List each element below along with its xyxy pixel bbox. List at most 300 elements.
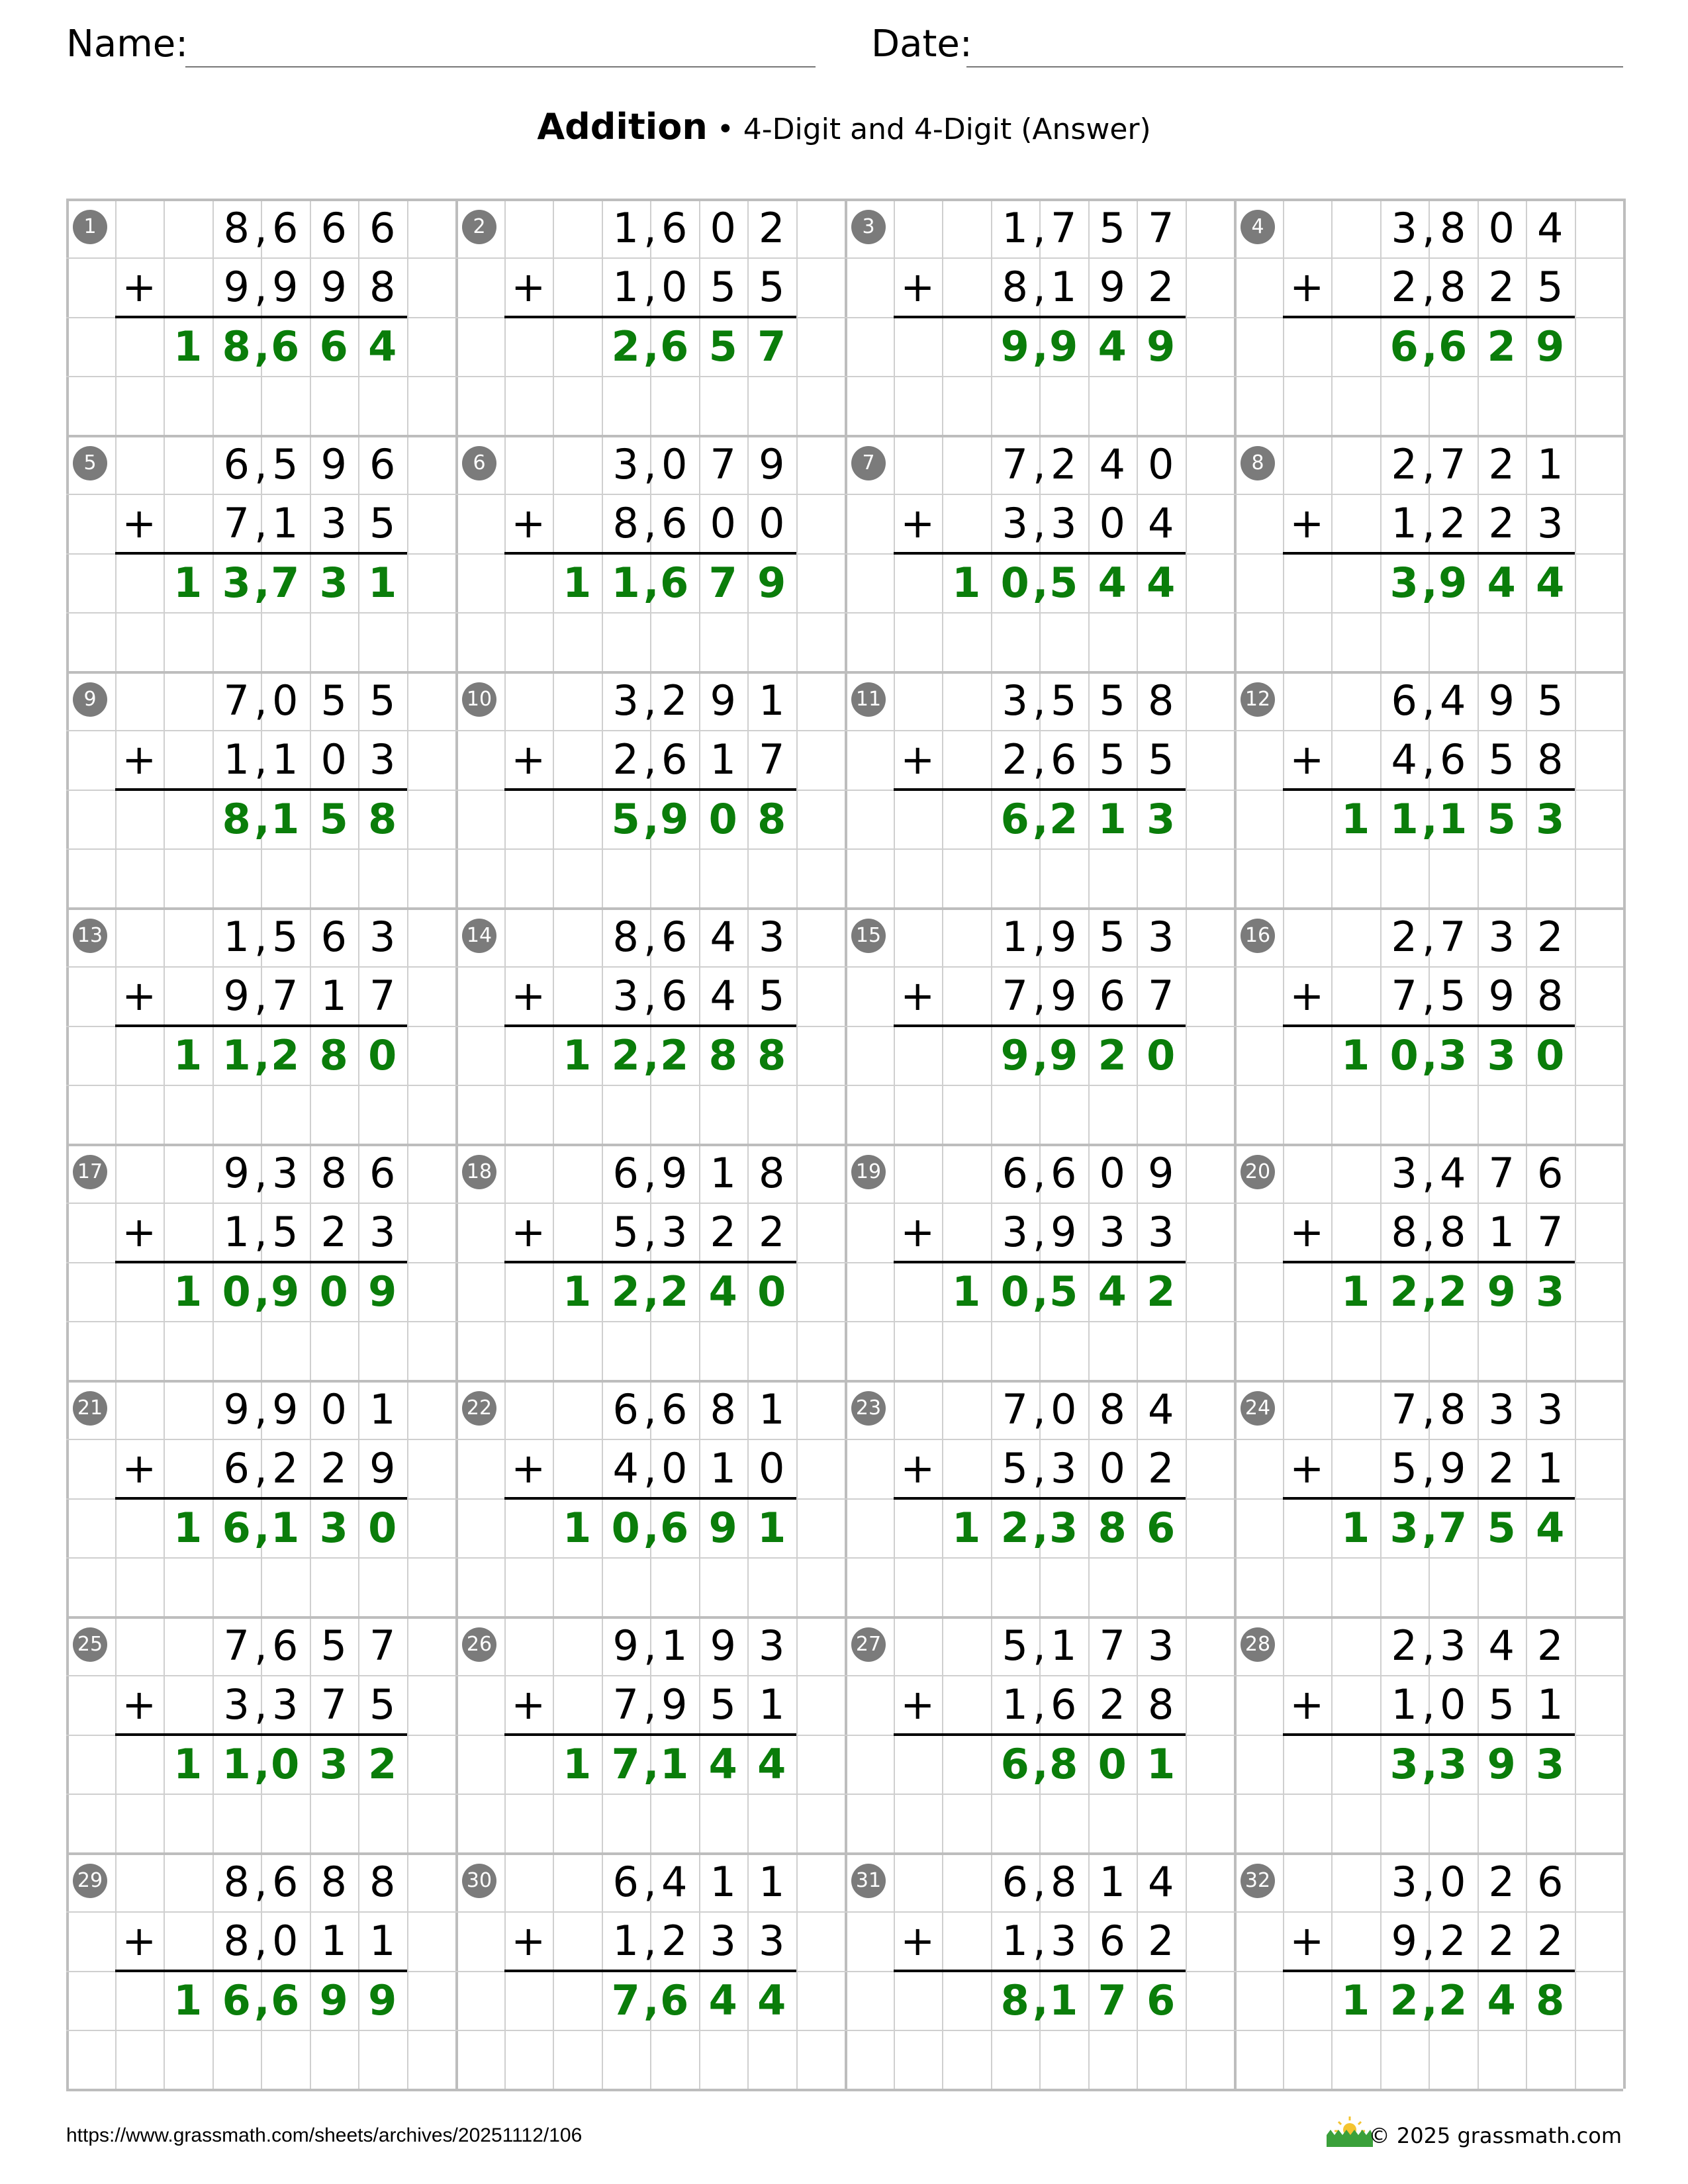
addend-bottom-digit: 2 xyxy=(1440,499,1466,548)
addend-bottom-digit: 6 xyxy=(1051,735,1077,784)
answer-digit: 6 xyxy=(660,558,689,607)
problem-8 xyxy=(1234,435,1623,671)
answer-digit: 5 xyxy=(1487,1503,1516,1552)
plus-sign: + xyxy=(900,972,935,1021)
addend-bottom-comma: , xyxy=(1033,1208,1046,1257)
addend-bottom-digit: 1 xyxy=(1488,1208,1515,1257)
problem-30 xyxy=(455,1852,845,2089)
problem-number-badge: 25 xyxy=(73,1627,107,1662)
answer-digit: 6 xyxy=(1389,322,1419,371)
answer-digit: 1 xyxy=(222,1030,251,1079)
answer-digit: 3 xyxy=(1147,794,1176,843)
addend-bottom-comma: , xyxy=(1033,263,1046,312)
addend-top-digit: 6 xyxy=(223,440,250,488)
answer-comma: , xyxy=(254,558,270,607)
answer-digit: 3 xyxy=(319,558,348,607)
addend-bottom-digit: 1 xyxy=(272,499,299,548)
answer-digit: 8 xyxy=(222,794,251,843)
answer-digit: 0 xyxy=(368,1503,397,1552)
addend-bottom-comma: , xyxy=(254,1917,267,1966)
addend-top-digit: 7 xyxy=(1488,1149,1515,1197)
addend-bottom-comma: , xyxy=(1422,972,1435,1021)
addend-bottom-digit: 3 xyxy=(1148,1208,1174,1257)
addend-top-digit: 3 xyxy=(759,1621,785,1670)
plus-sign: + xyxy=(900,1444,935,1493)
addend-bottom-digit: 8 xyxy=(223,1917,250,1966)
addend-top-comma: , xyxy=(1422,676,1435,725)
addend-bottom-digit: 9 xyxy=(369,1444,396,1493)
answer-digit: 0 xyxy=(611,1503,640,1552)
addend-bottom-comma: , xyxy=(643,735,657,784)
problem-7 xyxy=(845,435,1234,671)
addend-top-digit: 4 xyxy=(710,913,736,961)
answer-digit: 1 xyxy=(563,1030,592,1079)
answer-digit: 3 xyxy=(319,1503,348,1552)
addend-bottom-digit: 0 xyxy=(710,499,736,548)
answer-digit: 5 xyxy=(1049,1267,1078,1316)
plus-sign: + xyxy=(1289,972,1325,1021)
answer-digit: 4 xyxy=(1487,1976,1516,2025)
answer-digit: 4 xyxy=(368,322,397,371)
answer-digit: 1 xyxy=(1341,1267,1370,1316)
answer-digit: 0 xyxy=(1536,1030,1565,1079)
answer-digit: 3 xyxy=(1049,1503,1078,1552)
addend-bottom-digit: 7 xyxy=(320,1680,347,1729)
addend-top-digit: 6 xyxy=(612,1385,639,1433)
answer-digit: 2 xyxy=(660,1267,689,1316)
addend-top-comma: , xyxy=(1033,676,1046,725)
problem-number-badge: 29 xyxy=(73,1864,107,1898)
answer-digit: 8 xyxy=(708,1030,737,1079)
addend-bottom-digit: 3 xyxy=(272,1680,299,1729)
addend-bottom-digit: 8 xyxy=(1148,1680,1174,1729)
addend-bottom-comma: , xyxy=(1422,735,1435,784)
problem-21 xyxy=(66,1380,455,1616)
answer-digit: 6 xyxy=(222,1503,251,1552)
addend-bottom-digit: 1 xyxy=(759,1680,785,1729)
addend-bottom-comma: , xyxy=(643,1208,657,1257)
addend-bottom-digit: 2 xyxy=(1099,1680,1125,1729)
problem-number-badge: 31 xyxy=(851,1864,886,1898)
problem-number-badge: 13 xyxy=(73,919,107,953)
problem-10 xyxy=(455,671,845,907)
addend-bottom-digit: 9 xyxy=(223,263,250,312)
addend-bottom-digit: 5 xyxy=(1488,1680,1515,1729)
addend-bottom-digit: 1 xyxy=(710,735,736,784)
addend-top-digit: 4 xyxy=(1440,1149,1466,1197)
problem-15 xyxy=(845,907,1234,1144)
addend-bottom-digit: 1 xyxy=(710,1444,736,1493)
answer-digit: 1 xyxy=(1341,794,1370,843)
problem-number-badge: 2 xyxy=(462,210,496,244)
answer-comma: , xyxy=(1033,558,1049,607)
plus-sign: + xyxy=(1289,1208,1325,1257)
sum-line xyxy=(115,1024,407,1027)
answer-digit: 3 xyxy=(1438,1030,1468,1079)
addend-bottom-comma: , xyxy=(254,499,267,548)
plus-sign: + xyxy=(122,1917,157,1966)
answer-digit: 2 xyxy=(1000,1503,1029,1552)
addend-bottom-digit: 5 xyxy=(272,1208,299,1257)
plus-sign: + xyxy=(122,263,157,312)
addend-bottom-digit: 0 xyxy=(1099,499,1125,548)
answer-digit: 1 xyxy=(222,1739,251,1788)
answer-digit: 4 xyxy=(1098,558,1127,607)
answer-digit: 9 xyxy=(271,1267,300,1316)
sum-line xyxy=(1283,1970,1575,1972)
problem-number-badge: 8 xyxy=(1241,446,1275,480)
plus-sign: + xyxy=(1289,1444,1325,1493)
addend-top-digit: 6 xyxy=(272,1621,299,1670)
addend-top-digit: 0 xyxy=(661,440,688,488)
sum-line xyxy=(894,1970,1186,1972)
problem-number-badge: 9 xyxy=(73,682,107,717)
addend-bottom-digit: 1 xyxy=(1537,1680,1564,1729)
addend-bottom-digit: 7 xyxy=(272,972,299,1021)
sum-line xyxy=(894,1024,1186,1027)
addend-top-digit: 3 xyxy=(1488,1385,1515,1433)
problem-2 xyxy=(455,199,845,435)
addend-bottom-digit: 7 xyxy=(1391,972,1417,1021)
addend-top-digit: 3 xyxy=(612,676,639,725)
answer-digit: 5 xyxy=(1487,794,1516,843)
answer-digit: 4 xyxy=(1487,558,1516,607)
addend-top-comma: , xyxy=(643,676,657,725)
addend-bottom-digit: 2 xyxy=(661,1917,688,1966)
addend-top-digit: 2 xyxy=(1051,440,1077,488)
answer-digit: 9 xyxy=(1438,558,1468,607)
answer-digit: 1 xyxy=(271,794,300,843)
addend-top-digit: 7 xyxy=(1002,440,1028,488)
addend-bottom-digit: 9 xyxy=(1051,972,1077,1021)
addend-top-comma: , xyxy=(254,1385,267,1433)
answer-digit: 0 xyxy=(368,1030,397,1079)
problem-5 xyxy=(66,435,455,671)
addend-top-digit: 9 xyxy=(1148,1149,1174,1197)
addend-top-digit: 1 xyxy=(223,913,250,961)
answer-digit: 3 xyxy=(1389,558,1419,607)
answer-comma: , xyxy=(254,1976,270,2025)
addend-top-digit: 6 xyxy=(320,204,347,252)
addend-bottom-comma: , xyxy=(254,972,267,1021)
problem-number-badge: 30 xyxy=(462,1864,496,1898)
answer-comma: , xyxy=(1422,558,1438,607)
addend-bottom-comma: , xyxy=(254,1680,267,1729)
addend-bottom-digit: 7 xyxy=(612,1680,639,1729)
answer-comma: , xyxy=(1422,1267,1438,1316)
problem-20 xyxy=(1234,1144,1623,1380)
answer-digit: 2 xyxy=(611,1267,640,1316)
addend-top-digit: 7 xyxy=(710,440,736,488)
answer-digit: 1 xyxy=(952,1503,981,1552)
answer-comma: , xyxy=(1033,794,1049,843)
problem-number-badge: 1 xyxy=(73,210,107,244)
problem-24 xyxy=(1234,1380,1623,1616)
date-line[interactable] xyxy=(966,66,1623,68)
addend-top-digit: 3 xyxy=(1391,1858,1417,1906)
addend-bottom-digit: 3 xyxy=(759,1917,785,1966)
answer-digit: 0 xyxy=(1000,558,1029,607)
addend-bottom-digit: 9 xyxy=(1391,1917,1417,1966)
answer-digit: 7 xyxy=(757,322,786,371)
addend-top-comma: , xyxy=(643,1149,657,1197)
date-label: Date: xyxy=(871,23,972,66)
addend-bottom-digit: 1 xyxy=(612,1917,639,1966)
addend-top-comma: , xyxy=(1422,1385,1435,1433)
answer-digit: 3 xyxy=(319,1739,348,1788)
answer-digit: 9 xyxy=(1536,322,1565,371)
addend-top-digit: 8 xyxy=(1099,1385,1125,1433)
addend-top-digit: 5 xyxy=(1537,676,1564,725)
addend-top-digit: 6 xyxy=(1537,1858,1564,1906)
addend-bottom-digit: 6 xyxy=(1099,972,1125,1021)
addend-top-digit: 1 xyxy=(1537,440,1564,488)
addend-top-digit: 9 xyxy=(710,1621,736,1670)
addend-top-comma: , xyxy=(1033,440,1046,488)
addend-top-digit: 5 xyxy=(320,676,347,725)
answer-comma: , xyxy=(643,322,659,371)
answer-digit: 6 xyxy=(222,1976,251,2025)
addend-bottom-digit: 0 xyxy=(320,735,347,784)
addend-bottom-digit: 6 xyxy=(1440,735,1466,784)
plus-sign: + xyxy=(900,1208,935,1257)
sum-line xyxy=(894,1497,1186,1500)
addend-bottom-digit: 2 xyxy=(1148,1444,1174,1493)
addend-top-digit: 5 xyxy=(369,676,396,725)
grass-sun-logo-icon xyxy=(1327,2115,1373,2147)
addend-top-digit: 0 xyxy=(1051,1385,1077,1433)
addend-top-digit: 3 xyxy=(369,913,396,961)
problem-number-badge: 5 xyxy=(73,446,107,480)
answer-comma: , xyxy=(643,1503,659,1552)
addend-bottom-digit: 3 xyxy=(1051,1917,1077,1966)
addend-top-digit: 2 xyxy=(759,204,785,252)
addend-bottom-digit: 6 xyxy=(661,499,688,548)
answer-digit: 8 xyxy=(1000,1976,1029,2025)
addend-top-comma: , xyxy=(1033,1858,1046,1906)
addend-top-digit: 7 xyxy=(1440,440,1466,488)
plus-sign: + xyxy=(900,499,935,548)
problem-number-badge: 11 xyxy=(851,682,886,717)
answer-comma: , xyxy=(254,322,270,371)
addend-top-comma: , xyxy=(1422,1858,1435,1906)
plus-sign: + xyxy=(122,972,157,1021)
problem-23 xyxy=(845,1380,1234,1616)
addend-top-digit: 9 xyxy=(1488,676,1515,725)
footer-copyright: © 2025 grassmath.com xyxy=(1368,2123,1622,2148)
addend-top-comma: , xyxy=(643,913,657,961)
addend-bottom-digit: 3 xyxy=(1002,1208,1028,1257)
addend-bottom-digit: 5 xyxy=(759,972,785,1021)
addend-top-comma: , xyxy=(1033,913,1046,961)
answer-comma: , xyxy=(254,1030,270,1079)
problem-number-badge: 4 xyxy=(1241,210,1275,244)
answer-comma: , xyxy=(1033,1030,1049,1079)
page-title xyxy=(0,106,1688,148)
addend-bottom-digit: 3 xyxy=(710,1917,736,1966)
plus-sign: + xyxy=(511,972,546,1021)
addend-top-comma: , xyxy=(643,204,657,252)
problem-number-badge: 22 xyxy=(462,1391,496,1426)
addend-top-digit: 5 xyxy=(320,1621,347,1670)
footer-url[interactable]: https://www.grassmath.com/sheets/archives/20251112/106 xyxy=(66,2124,583,2146)
addend-bottom-digit: 5 xyxy=(759,263,785,312)
name-line[interactable] xyxy=(185,66,816,68)
answer-digit: 4 xyxy=(1536,1503,1565,1552)
addend-top-comma: , xyxy=(1422,204,1435,252)
addend-top-digit: 4 xyxy=(1148,1858,1174,1906)
addend-top-digit: 7 xyxy=(1148,204,1174,252)
answer-digit: 1 xyxy=(368,558,397,607)
addend-bottom-digit: 1 xyxy=(1537,1444,1564,1493)
problem-1 xyxy=(66,199,455,435)
addend-top-digit: 6 xyxy=(320,913,347,961)
addend-bottom-comma: , xyxy=(1033,1680,1046,1729)
addend-bottom-digit: 5 xyxy=(612,1208,639,1257)
answer-digit: 1 xyxy=(660,1739,689,1788)
problem-number-badge: 3 xyxy=(851,210,886,244)
problem-number-badge: 17 xyxy=(73,1155,107,1189)
addend-top-digit: 4 xyxy=(1537,204,1564,252)
addend-bottom-digit: 8 xyxy=(612,499,639,548)
answer-digit: 1 xyxy=(1341,1976,1370,2025)
problem-11 xyxy=(845,671,1234,907)
problem-number-badge: 7 xyxy=(851,446,886,480)
addend-top-comma: , xyxy=(1033,204,1046,252)
answer-digit: 2 xyxy=(611,322,640,371)
answer-digit: 4 xyxy=(1098,1267,1127,1316)
sum-line xyxy=(1283,1261,1575,1263)
sum-line xyxy=(115,1970,407,1972)
answer-digit: 7 xyxy=(611,1739,640,1788)
addend-bottom-digit: 9 xyxy=(272,263,299,312)
answer-digit: 6 xyxy=(660,1976,689,2025)
addend-top-digit: 9 xyxy=(272,1385,299,1433)
addend-top-digit: 8 xyxy=(612,913,639,961)
addend-top-digit: 1 xyxy=(1002,204,1028,252)
addend-top-digit: 3 xyxy=(272,1149,299,1197)
addend-top-digit: 7 xyxy=(369,1621,396,1670)
answer-digit: 6 xyxy=(1438,322,1468,371)
addend-top-comma: , xyxy=(1422,1149,1435,1197)
answer-digit: 9 xyxy=(1487,1267,1516,1316)
sum-line xyxy=(504,1261,796,1263)
addend-bottom-digit: 1 xyxy=(320,972,347,1021)
addend-bottom-comma: , xyxy=(1422,499,1435,548)
sum-line xyxy=(115,1261,407,1263)
answer-digit: 8 xyxy=(1098,1503,1127,1552)
addend-top-digit: 3 xyxy=(1391,1149,1417,1197)
answer-digit: 2 xyxy=(1389,1267,1419,1316)
answer-digit: 2 xyxy=(1438,1267,1468,1316)
problem-number-badge: 10 xyxy=(462,682,496,717)
addend-bottom-digit: 1 xyxy=(1391,1680,1417,1729)
answer-digit: 9 xyxy=(1049,322,1078,371)
answer-digit: 2 xyxy=(1487,322,1516,371)
addend-bottom-digit: 3 xyxy=(1051,499,1077,548)
addend-top-comma: , xyxy=(1033,1149,1046,1197)
answer-digit: 7 xyxy=(1438,1503,1468,1552)
plus-sign: + xyxy=(511,735,546,784)
addend-top-digit: 9 xyxy=(320,440,347,488)
addend-top-digit: 8 xyxy=(759,1149,785,1197)
addend-bottom-digit: 1 xyxy=(1051,263,1077,312)
problem-26 xyxy=(455,1616,845,1852)
addend-bottom-digit: 2 xyxy=(759,1208,785,1257)
sum-line xyxy=(115,788,407,791)
problem-number-badge: 24 xyxy=(1241,1391,1275,1426)
problem-29 xyxy=(66,1852,455,2089)
addend-top-comma: , xyxy=(254,1858,267,1906)
answer-comma: , xyxy=(1033,322,1049,371)
addend-top-digit: 4 xyxy=(1440,676,1466,725)
answer-digit: 9 xyxy=(1000,322,1029,371)
answer-digit: 1 xyxy=(173,322,203,371)
addend-top-comma: , xyxy=(254,204,267,252)
addend-bottom-digit: 6 xyxy=(661,972,688,1021)
plus-sign: + xyxy=(900,1680,935,1729)
answer-digit: 1 xyxy=(173,1976,203,2025)
addend-top-comma: , xyxy=(643,1385,657,1433)
answer-digit: 1 xyxy=(563,1739,592,1788)
addend-bottom-digit: 8 xyxy=(1391,1208,1417,1257)
sum-line xyxy=(1283,1497,1575,1500)
answer-digit: 5 xyxy=(1049,558,1078,607)
problem-28 xyxy=(1234,1616,1623,1852)
answer-digit: 1 xyxy=(952,1267,981,1316)
answer-digit: 0 xyxy=(708,794,737,843)
addend-bottom-comma: , xyxy=(1033,499,1046,548)
answer-digit: 9 xyxy=(1487,1739,1516,1788)
sum-line xyxy=(1283,1024,1575,1027)
plus-sign: + xyxy=(1289,499,1325,548)
problem-number-badge: 21 xyxy=(73,1391,107,1426)
addend-top-digit: 6 xyxy=(612,1858,639,1906)
problem-4 xyxy=(1234,199,1623,435)
addend-top-comma: , xyxy=(1422,440,1435,488)
sum-line xyxy=(1283,788,1575,791)
problem-3 xyxy=(845,199,1234,435)
addend-top-digit: 2 xyxy=(661,676,688,725)
addend-top-digit: 8 xyxy=(710,1385,736,1433)
addend-bottom-digit: 9 xyxy=(1099,263,1125,312)
addend-top-comma: , xyxy=(254,440,267,488)
answer-digit: 0 xyxy=(1098,1739,1127,1788)
addend-top-digit: 7 xyxy=(1099,1621,1125,1670)
addend-bottom-comma: , xyxy=(1422,263,1435,312)
addend-top-comma: , xyxy=(1033,1621,1046,1670)
answer-digit: 6 xyxy=(660,322,689,371)
addend-top-digit: 2 xyxy=(1391,440,1417,488)
answer-digit: 1 xyxy=(173,1030,203,1079)
answer-comma: , xyxy=(643,1030,659,1079)
problem-number-badge: 26 xyxy=(462,1627,496,1662)
answer-digit: 6 xyxy=(660,1503,689,1552)
sum-line xyxy=(504,552,796,555)
answer-digit: 1 xyxy=(173,1267,203,1316)
name-label: Name: xyxy=(66,23,189,66)
answer-digit: 1 xyxy=(1147,1739,1176,1788)
answer-comma: , xyxy=(643,1739,659,1788)
addend-bottom-digit: 2 xyxy=(1488,499,1515,548)
addend-bottom-digit: 8 xyxy=(1440,1208,1466,1257)
plus-sign: + xyxy=(900,735,935,784)
answer-comma: , xyxy=(1033,1739,1049,1788)
addend-top-digit: 3 xyxy=(612,440,639,488)
addend-top-digit: 0 xyxy=(1440,1858,1466,1906)
addend-top-digit: 5 xyxy=(272,913,299,961)
addend-bottom-digit: 9 xyxy=(1051,1208,1077,1257)
